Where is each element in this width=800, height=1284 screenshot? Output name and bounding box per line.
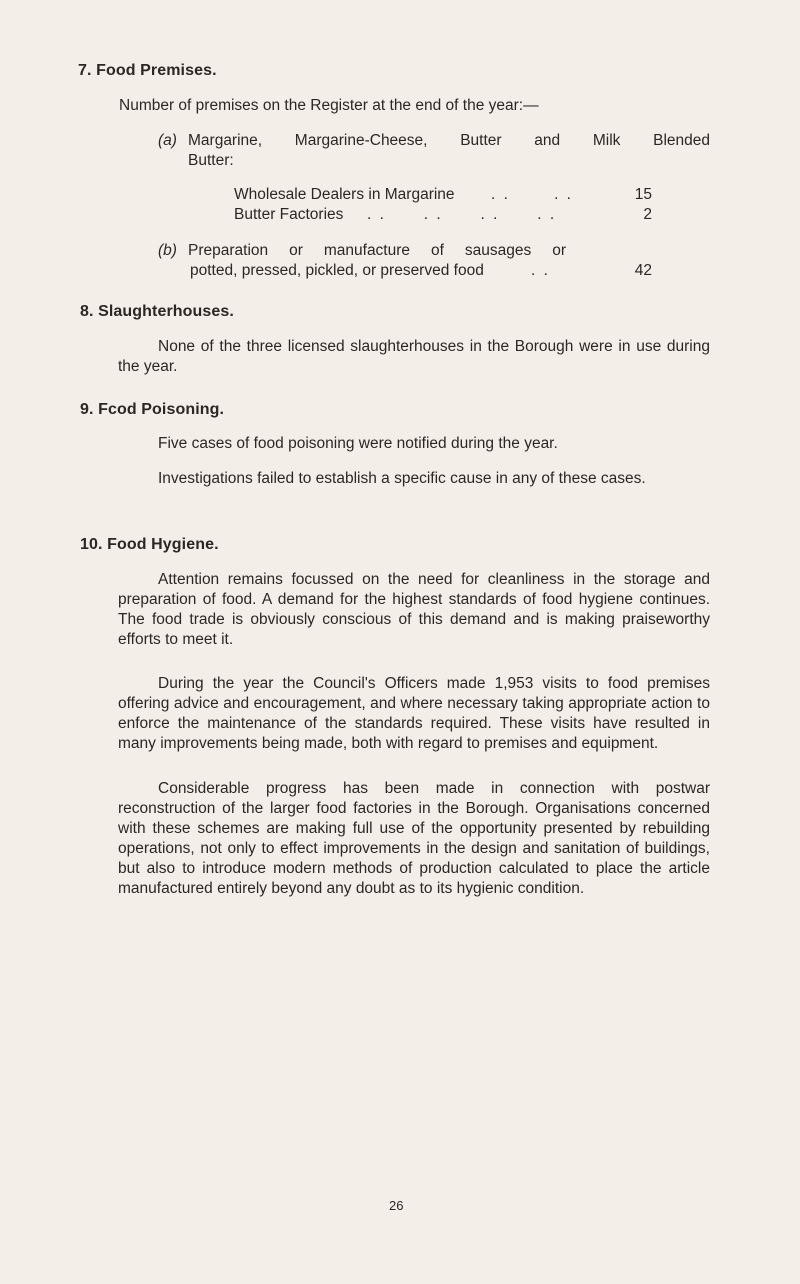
section-8-text: None of the three licensed slaughterhouses in the Borough were in use during the year. bbox=[118, 338, 710, 375]
section-7-intro: Number of premises on the Register at the end of the year:— bbox=[119, 97, 539, 114]
row-wholesale-value: 15 bbox=[634, 186, 652, 203]
section-10-paragraph-2: During the year the Council's Officers made 1,953 visits to food premises offering advice and encouragement, and where necessary taking appropriate action to enforce the maintenance of the standards required. These visits have resulted in many improvements being made, both with regard to premises and equipment. bbox=[118, 675, 710, 752]
row-butter-leader: . . . . . . . . bbox=[367, 206, 557, 223]
row-wholesale-leader: . . . . bbox=[491, 186, 573, 203]
row-wholesale-label: Wholesale Dealers in Margarine bbox=[234, 186, 455, 203]
section-10-heading: 10. Food Hygiene. bbox=[80, 536, 219, 553]
section-10-paragraph-1: Attention remains focussed on the need for cleanliness in the storage and preparation of food. A demand for the highest standards of food hygiene continues. The food trade is obviously conscious of this demand and is making praiseworthy efforts to meet it. bbox=[118, 571, 710, 648]
item-b-marker: (b) bbox=[158, 242, 177, 259]
section-10-paragraph-3: Considerable progress has been made in connection with postwar reconstruction of the larger food factories in the Borough. Organisations concerned with these schemes are making full use of the opportunity presented by rebuilding operations, not only to effect improvements in the design and sanitation of buildings, but also to introduce modern methods of production calculated to place the article manufactured entirely beyond any doubt as to its hygienic condition. bbox=[118, 780, 710, 897]
item-a-marker: (a) bbox=[158, 132, 177, 149]
row-butter-label: Butter Factories bbox=[234, 206, 344, 223]
item-b-label bbox=[158, 242, 177, 260]
section-7-heading: 7. Food Premises. bbox=[78, 62, 217, 79]
row-butter-value: 2 bbox=[643, 206, 652, 223]
item-a-label bbox=[158, 132, 177, 150]
section-9-heading: 9. Fcod Poisoning. bbox=[80, 401, 225, 418]
item-b-value: 42 bbox=[634, 262, 652, 279]
section-9-paragraph-2: Investigations failed to establish a specific cause in any of these cases. bbox=[158, 470, 646, 487]
item-a-line2: Butter: bbox=[188, 152, 234, 169]
section-8-heading: 8. Slaughterhouses. bbox=[80, 303, 234, 320]
item-b-line1: Preparation or manufacture of sausages or bbox=[188, 242, 566, 259]
item-b-line2: potted, pressed, pickled, or preserved food bbox=[190, 262, 484, 279]
page-number: 26 bbox=[389, 1198, 404, 1213]
section-9-paragraph-1: Five cases of food poisoning were notified during the year. bbox=[158, 435, 558, 452]
item-b-leader: . . bbox=[531, 262, 550, 279]
item-a-line1: Margarine, Margarine-Cheese, Butter and Milk Blended bbox=[188, 132, 710, 149]
